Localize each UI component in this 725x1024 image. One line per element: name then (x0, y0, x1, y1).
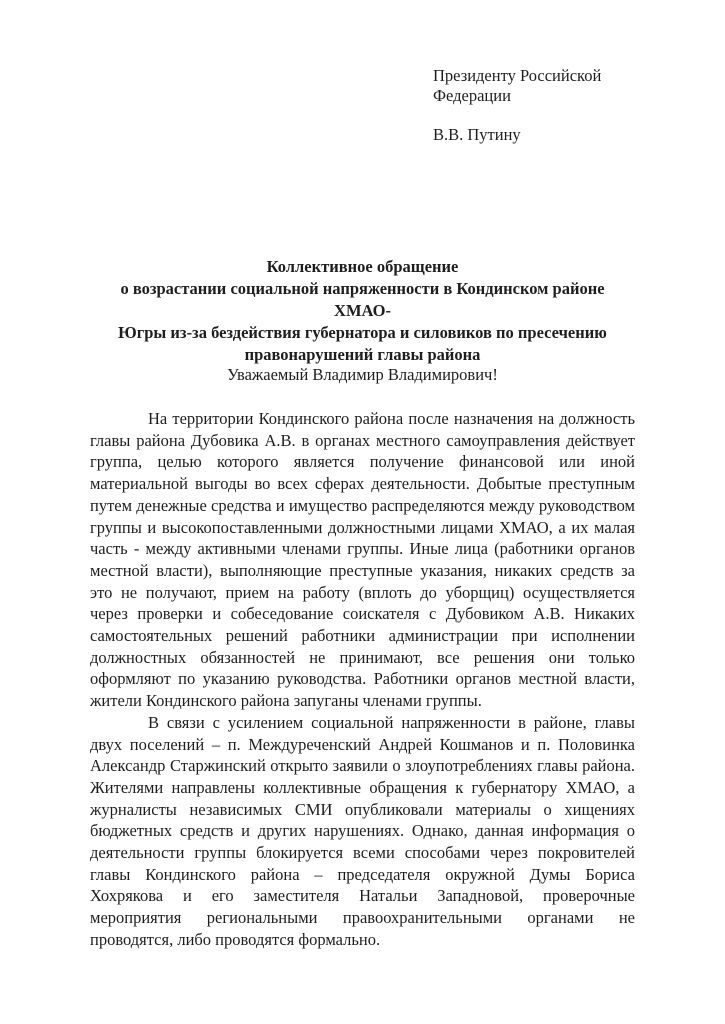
salutation: Уважаемый Владимир Владимирович! (227, 365, 498, 384)
recipient-line-1: Президенту Российской (433, 66, 602, 85)
recipient-line-2: Федерации (433, 85, 511, 105)
recipient-name: В.В. Путину (433, 124, 521, 144)
body-paragraph-1: На территории Кондинского района после назначения на должность главы района Дубовика А.В. в органах местного самоуправления действует группа, целью которого является получение финансовой или иной материальной выгоды во всех сферах деятельности. Добытые преступным путем денежные средства и имущество распределяются между руководством группы и высокопоставленными должностными лицами ХМАО, а их малая часть - между активными членами группы. Иные лица (работники органов местной власти), выполняющие преступные указания, никаких средств за это не получают, прием на работу (вплоть до уборщиц) осуществляется через проверки и собеседование соискателя с Дубовиком А.В. Никаких самостоятельных решений работники администрации при исполнении должностных обязанностей не принимают, все решения они только оформляют по указанию руководства. Работники органов местной власти, жители Кондинского района запуганы членами группы. (90, 409, 635, 711)
title-line-3: Югры из-за бездействия губернатора и силовиков по пресечению (118, 323, 607, 342)
title-line-1: Коллективное обращение (266, 257, 459, 276)
recipient-block (433, 66, 683, 144)
document-body (90, 408, 635, 951)
body-paragraph-2: В связи с усилением социальной напряженности в районе, главы двух поселений – п. Междуреченский Андрей Кошманов и п. Половинка Александр Старжинский открыто заявили о злоупотреблениях главы района. Жителями направлены коллективные обращения к губернатору ХМАО, а журналисты независимых СМИ опубликовали материалы о хищениях бюджетных средств и других нарушениях. Однако, данная информация о деятельности группы блокируется всеми способами через покровителей главы Кондинского района – председателя окружной Думы Бориса Хохрякова и его заместителя Натальи Западновой, проверочные мероприятия региональными правоохранительными органами не проводятся, либо проводятся формально. (90, 712, 635, 949)
title-line-2: о возрастании социальной напряженности в Кондинском районе ХМАО- (120, 279, 605, 320)
document-title (90, 256, 635, 366)
title-line-4: правонарушений главы района (244, 345, 481, 364)
